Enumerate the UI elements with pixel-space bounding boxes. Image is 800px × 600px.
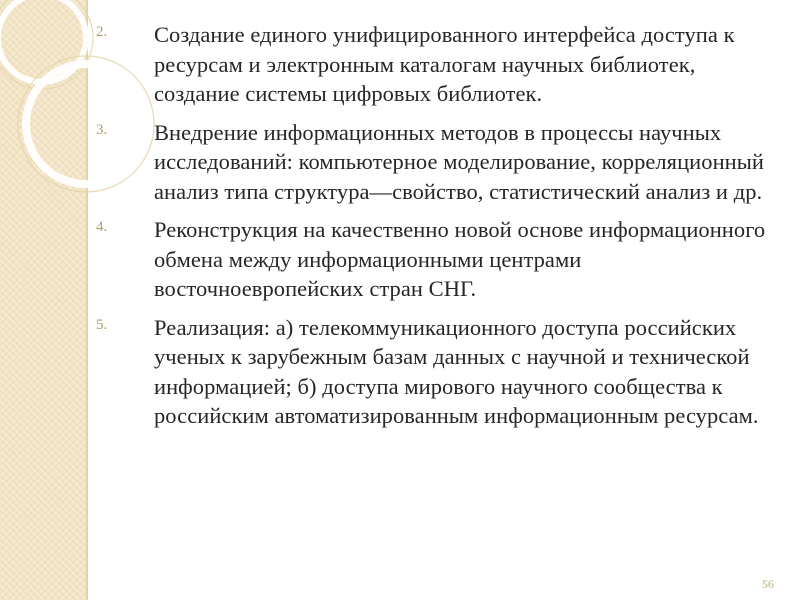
list-item <box>96 215 786 304</box>
list-item-number: 5. <box>96 316 108 333</box>
list-item <box>96 20 786 109</box>
list-item-text: Внедрение информационных методов в процессы научных исследований: компьютерное моделирование, корреляционный анализ типа структура—свойство, статистический анализ и др. <box>154 119 765 204</box>
list-item <box>96 313 786 431</box>
list-item-number: 3. <box>96 121 108 138</box>
list-item-text: Реконструкция на качественно новой основе информационного обмена между информационными центрами восточноевропейских стран СНГ. <box>154 217 766 301</box>
slide-content <box>96 20 786 440</box>
list-item-text: Реализация: а) телекоммуникационного доступа российских ученых к зарубежным базам данных с научной и технической информацией; б) доступа мирового научного сообщества к российским автоматизированным информационным ресурсам. <box>154 314 759 428</box>
list-item <box>96 118 786 207</box>
numbered-list <box>96 20 786 431</box>
list-item-text: Создание единого унифицированного интерфейса доступа к ресурсам и электронным каталогам научных библиотек, создание системы цифровых библиотек. <box>154 22 735 106</box>
page-number: 56 <box>762 577 774 591</box>
list-item-number: 4. <box>96 219 108 235</box>
list-item-number: 2. <box>96 24 108 40</box>
